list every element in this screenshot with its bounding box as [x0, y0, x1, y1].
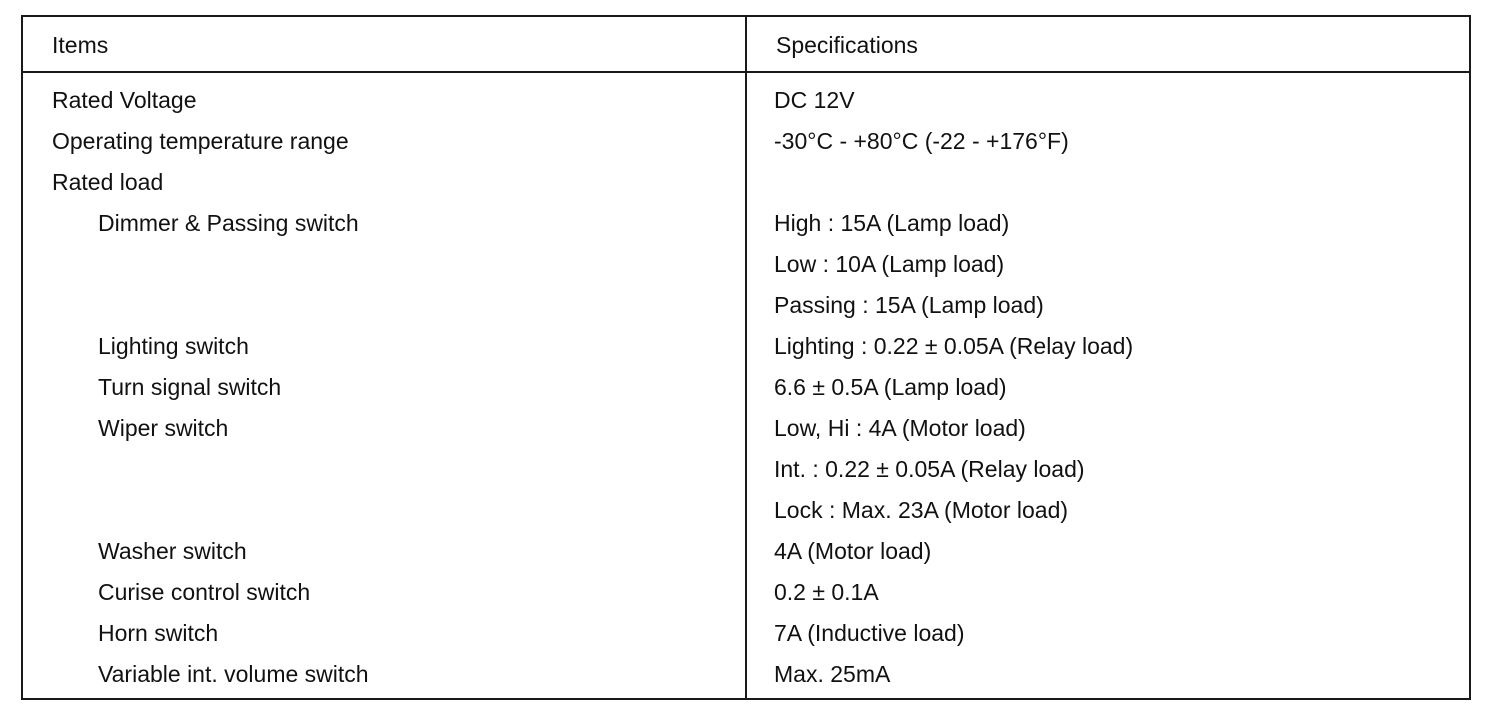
header-specifications: Specifications	[776, 32, 918, 58]
item-specification: Passing : 15A (Lamp load)	[774, 292, 1044, 318]
table-row	[23, 249, 1469, 290]
item-name: Operating temperature range	[52, 128, 349, 154]
item-name: Curise control switch	[98, 579, 311, 605]
item-specification: -30°C - +80°C (-22 - +176°F)	[774, 128, 1069, 154]
table-row	[23, 536, 1469, 577]
item-specification: Low, Hi : 4A (Motor load)	[774, 415, 1026, 441]
item-specification: 4A (Motor load)	[774, 538, 932, 564]
item-specification: 0.2 ± 0.1A	[774, 579, 879, 605]
table-row	[23, 372, 1469, 413]
item-name: Lighting switch	[98, 333, 249, 359]
item-specification: Lock : Max. 23A (Motor load)	[774, 497, 1069, 523]
table-row	[23, 454, 1469, 495]
item-name: Horn switch	[98, 620, 219, 646]
header-items: Items	[52, 32, 109, 58]
item-name: Rated Voltage	[52, 87, 197, 113]
table-row	[23, 85, 1469, 126]
table-row	[23, 659, 1469, 700]
item-name: Variable int. volume switch	[98, 661, 369, 687]
table-row	[23, 495, 1469, 536]
item-name: Rated load	[52, 169, 164, 195]
item-name: Washer switch	[98, 538, 247, 564]
table-row	[23, 290, 1469, 331]
table-body	[23, 85, 1469, 700]
table-row	[23, 208, 1469, 249]
table-row	[23, 577, 1469, 618]
specifications-table	[21, 15, 1471, 700]
table-row	[23, 413, 1469, 454]
table-header-row	[23, 17, 1469, 73]
item-name: Wiper switch	[98, 415, 229, 441]
item-specification: Max. 25mA	[774, 661, 891, 687]
item-specification: Int. : 0.22 ± 0.05A (Relay load)	[774, 456, 1085, 482]
item-specification: Lighting : 0.22 ± 0.05A (Relay load)	[774, 333, 1134, 359]
item-specification: High : 15A (Lamp load)	[774, 210, 1010, 236]
table-row	[23, 167, 1469, 208]
item-specification: Low : 10A (Lamp load)	[774, 251, 1005, 277]
item-name: Turn signal switch	[98, 374, 282, 400]
item-specification: 7A (Inductive load)	[774, 620, 965, 646]
item-specification: 6.6 ± 0.5A (Lamp load)	[774, 374, 1007, 400]
item-name: Dimmer & Passing switch	[98, 210, 359, 236]
table-row	[23, 618, 1469, 659]
table-row	[23, 331, 1469, 372]
table-row	[23, 126, 1469, 167]
item-specification: DC 12V	[774, 87, 855, 113]
